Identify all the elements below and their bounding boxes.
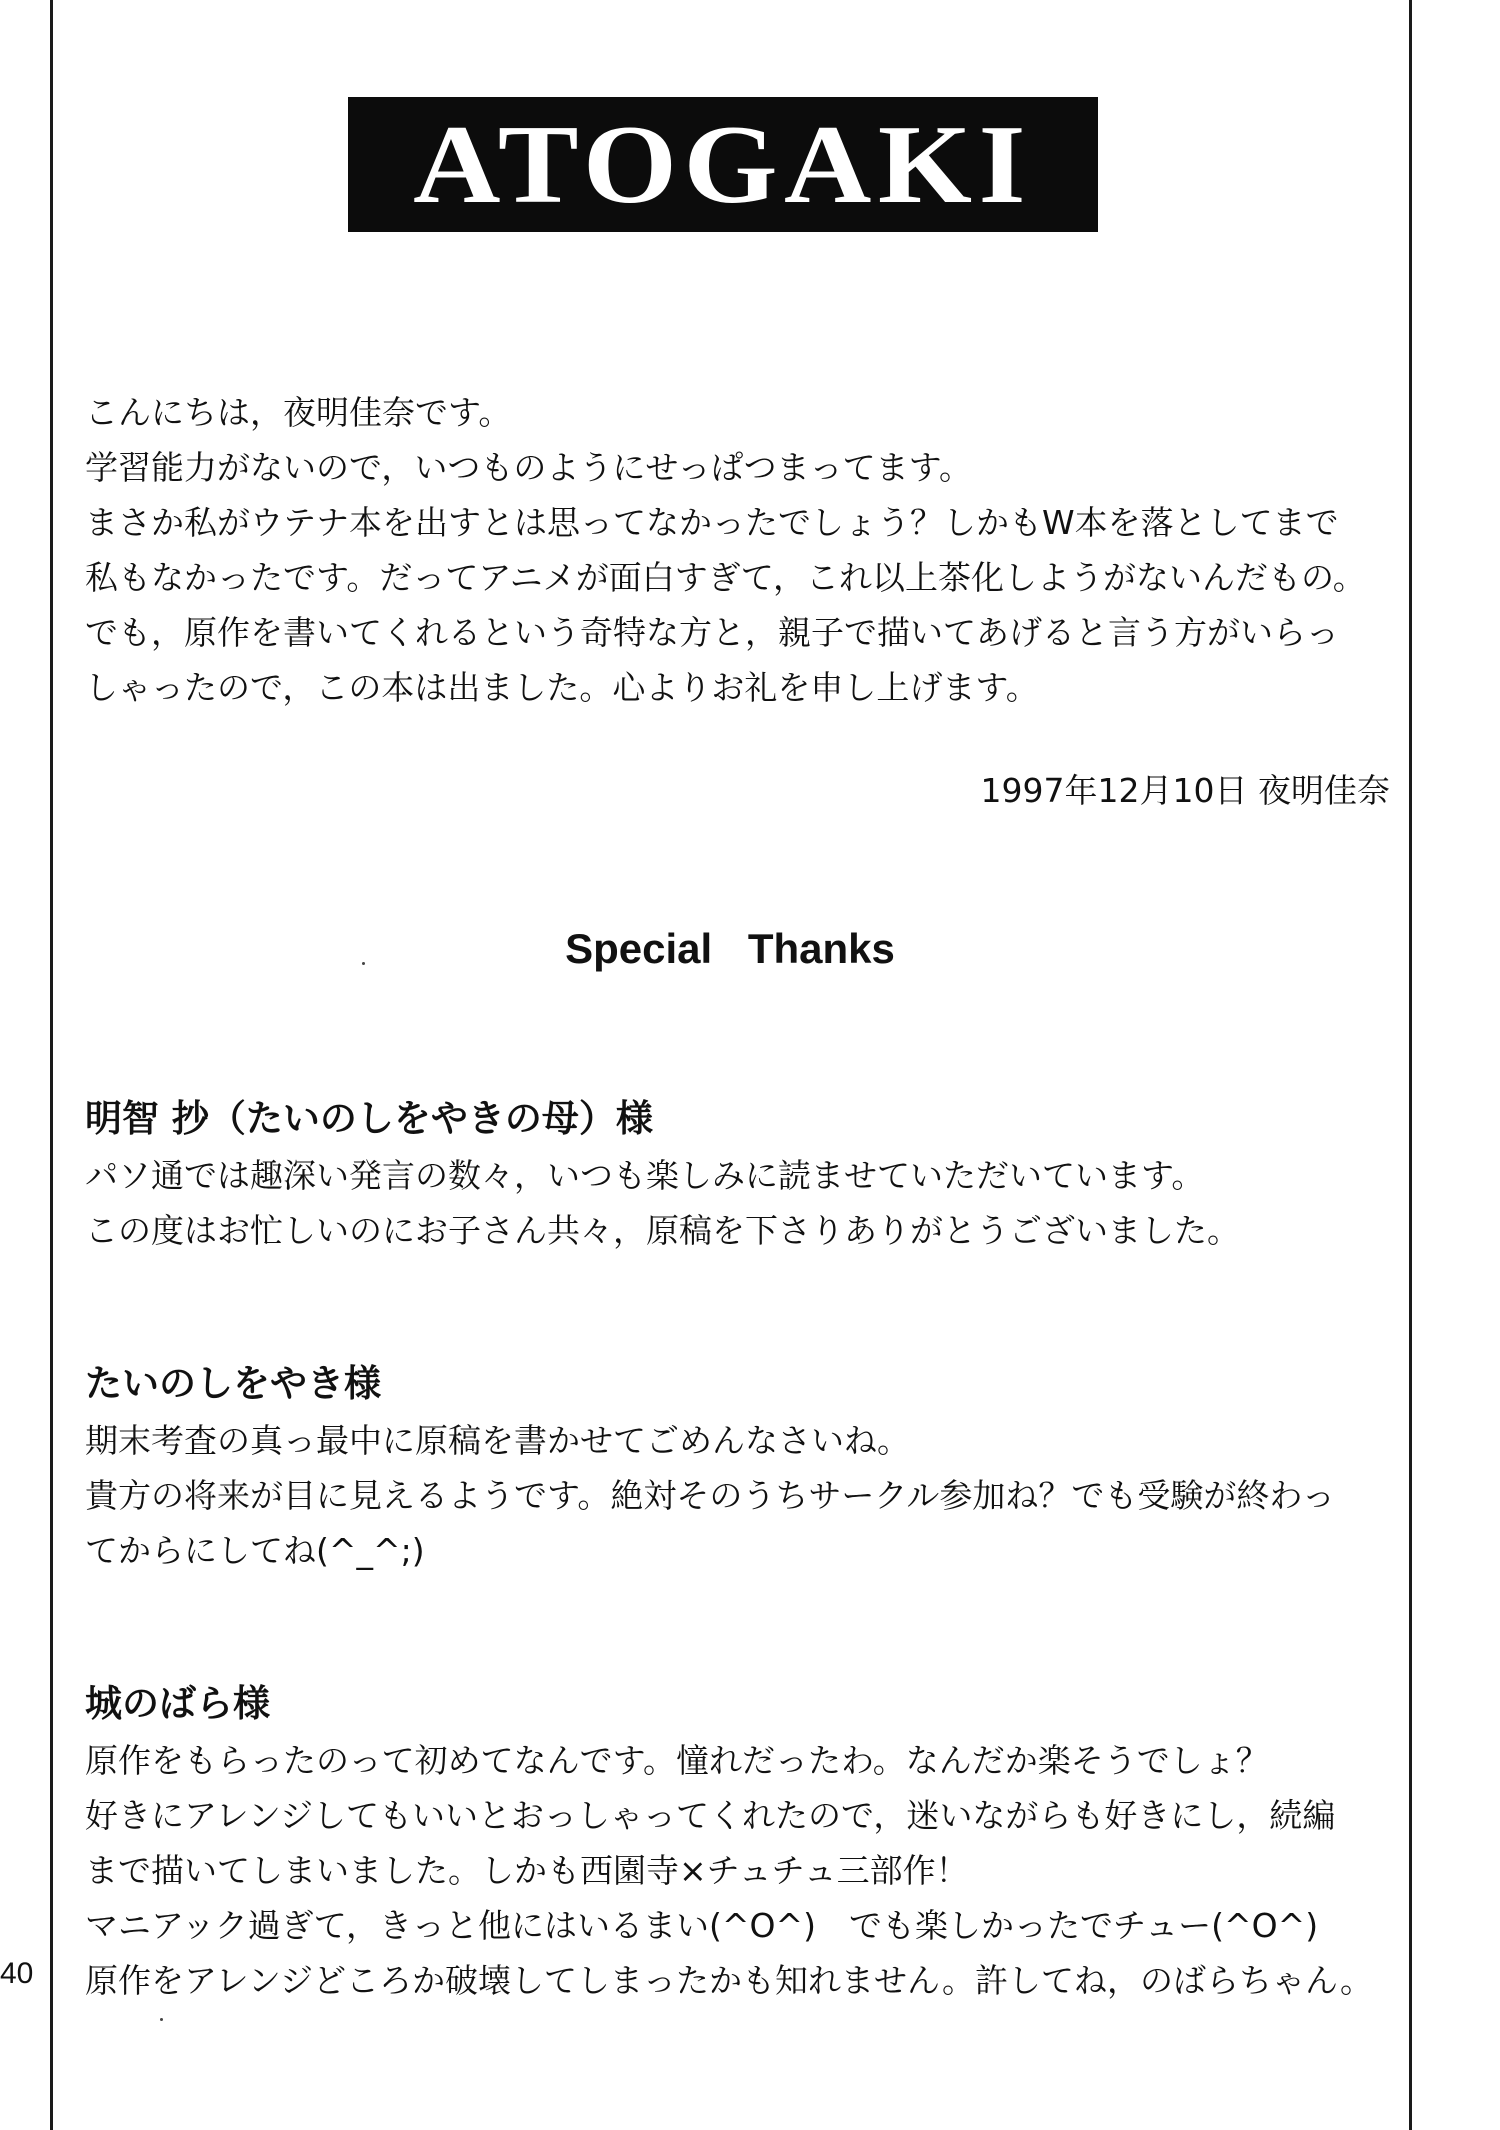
special-thanks-heading: Special Thanks bbox=[565, 925, 895, 972]
thanks-section-tainoshiwoyaki bbox=[85, 1355, 1395, 1578]
left-border-line bbox=[50, 0, 53, 2130]
intro-line: 私もなかったです。だってアニメが面白すぎて，これ以上茶化しようがないんだもの。 bbox=[85, 558, 1366, 597]
date-signature: 1997年12月10日 夜明佳奈 bbox=[980, 771, 1390, 810]
intro-paragraph bbox=[85, 385, 1395, 715]
thanks-line: マニアック過ぎて，きっと他にはいるまい(^O^) でも楽しかったでチュー(^O^) bbox=[85, 1906, 1319, 1945]
title-banner bbox=[348, 97, 1098, 232]
intro-line: 学習能力がないので，いつものようにせっぱつまってます。 bbox=[85, 448, 973, 487]
thanks-line: この度はお忙しいのにお子さん共々，原稿を下さりありがとうございました。 bbox=[85, 1211, 1240, 1250]
right-border-line bbox=[1409, 0, 1412, 2130]
thanks-recipient-name: 明智 抄（たいのしをやきの母）様 bbox=[85, 1097, 653, 1140]
page-number: 40 bbox=[0, 1957, 34, 1990]
thanks-line: 期末考査の真っ最中に原稿を書かせてごめんなさいね。 bbox=[85, 1421, 910, 1460]
thanks-section-akechi bbox=[85, 1090, 1395, 1258]
scan-speck bbox=[160, 2018, 163, 2021]
thanks-recipient-name: 城のばら様 bbox=[85, 1682, 270, 1725]
page-title: ATOGAKI bbox=[413, 102, 1033, 227]
thanks-line: 原作をアレンジどころか破壊してしまったかも知れません。許してね，のばらちゃん。 bbox=[85, 1961, 1373, 2000]
thanks-line: 原作をもらったのって初めてなんです。憧れだったわ。なんだか楽そうでしょ？ bbox=[85, 1741, 1269, 1780]
thanks-line: てからにしてね(^_^;) bbox=[85, 1531, 425, 1570]
intro-line: でも，原作を書いてくれるという奇特な方と，親子で描いてあげると言う方がいらっ bbox=[85, 613, 1339, 652]
intro-line: まさか私がウテナ本を出すとは思ってなかったでしょう？しかもW本を落としてまで bbox=[85, 503, 1339, 542]
thanks-line: パソ通では趣深い発言の数々，いつも楽しみに読ませていただいています。 bbox=[85, 1156, 1205, 1195]
thanks-recipient-name: たいのしをやき様 bbox=[85, 1362, 381, 1405]
intro-line: しゃったので，この本は出ました。心よりお礼を申し上げます。 bbox=[85, 668, 1039, 707]
scan-speck bbox=[362, 962, 365, 965]
thanks-section-shironobara bbox=[85, 1675, 1395, 2008]
thanks-line: 好きにアレンジしてもいいとおっしゃってくれたので，迷いながらも好きにし，続編 bbox=[85, 1796, 1336, 1835]
thanks-line: 貴方の将来が目に見えるようです。絶対そのうちサークル参加ね？でも受験が終わっ bbox=[85, 1476, 1336, 1515]
thanks-line: まで描いてしまいました。しかも西園寺×チュチュ三部作！ bbox=[85, 1851, 969, 1890]
intro-line: こんにちは，夜明佳奈です。 bbox=[85, 393, 512, 432]
